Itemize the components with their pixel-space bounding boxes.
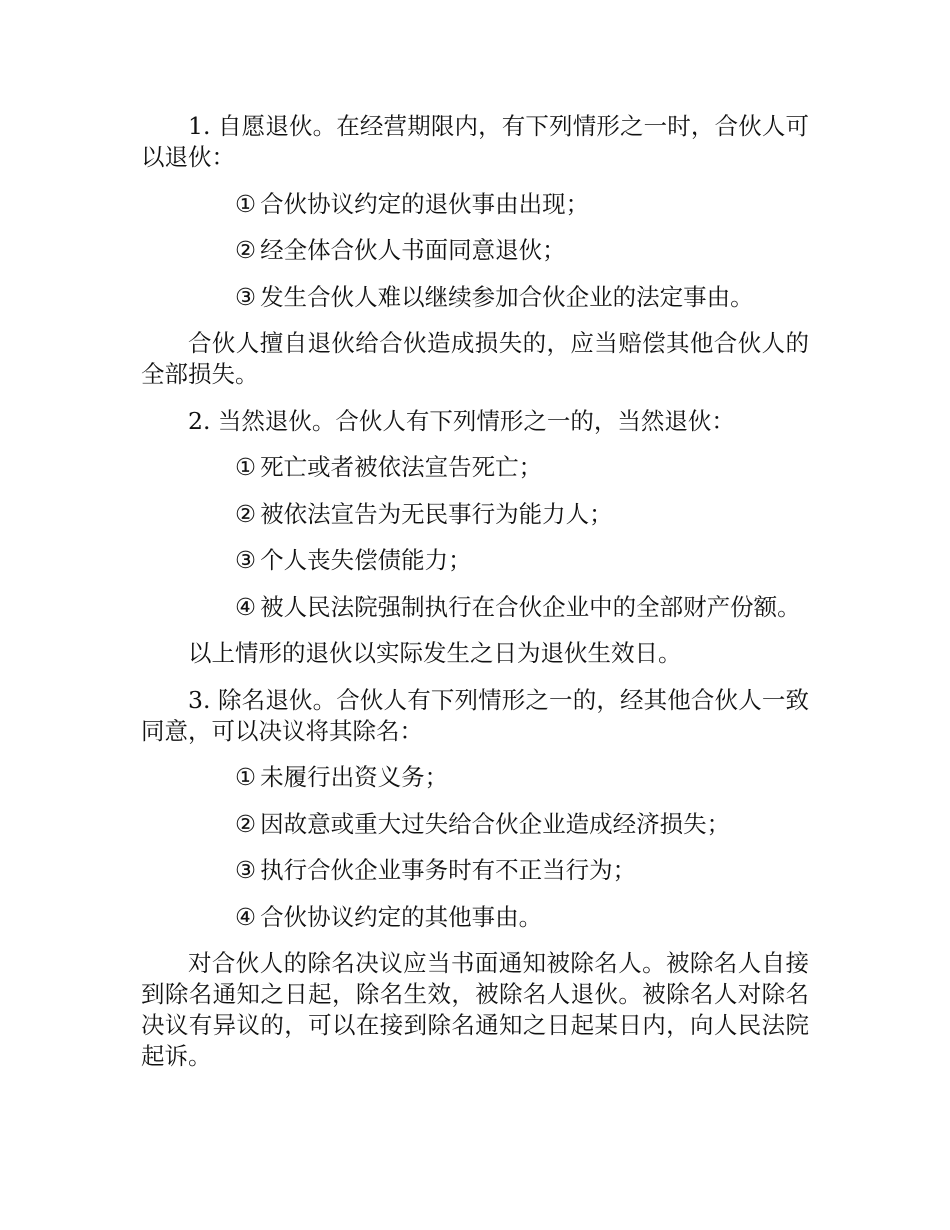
item-number: ① bbox=[235, 189, 257, 218]
item-number: ② bbox=[235, 499, 257, 528]
list-item bbox=[141, 452, 809, 483]
list-item bbox=[141, 499, 809, 530]
list-item bbox=[141, 545, 809, 576]
list-item bbox=[141, 762, 809, 793]
list-item bbox=[141, 902, 809, 933]
list-item bbox=[141, 809, 809, 840]
paragraph-voluntary-withdrawal: 1. 自愿退伙。在经营期限内，有下列情形之一时，合伙人可以退伙： bbox=[141, 112, 809, 171]
paragraph-effective-date: 以上情形的退伙以实际发生之日为退伙生效日。 bbox=[188, 639, 682, 667]
item-number: ① bbox=[235, 453, 257, 481]
item-number: ④ bbox=[235, 592, 257, 621]
item-text: 合伙协议约定的其他事由。 bbox=[260, 902, 543, 931]
item-text: 因故意或重大过失给合伙企业造成经济损失； bbox=[260, 809, 731, 838]
paragraph-expulsion: 3. 除名退伙。合伙人有下列情形之一的，经其他合伙人一致同意，可以决议将其除名： bbox=[141, 685, 809, 745]
item-number: ② bbox=[235, 809, 257, 838]
list-item bbox=[141, 189, 809, 220]
item-text: 合伙协议约定的退伙事由出现； bbox=[260, 189, 590, 218]
list-item bbox=[141, 235, 809, 266]
item-text: 执行合伙企业事务时有不正当行为； bbox=[260, 856, 637, 884]
item-number: ② bbox=[235, 236, 257, 264]
document-body bbox=[141, 111, 809, 1088]
paragraph-expulsion-notice: 对合伙人的除名决议应当书面通知被除名人。被除名人自接到除名通知之日起，除名生效，被除名人退伙。被除名人对除名决议有异议的，可以在接到除名通知之日起某日内，向人民法院起诉。 bbox=[141, 949, 809, 1070]
item-number: ④ bbox=[235, 902, 257, 931]
item-number: ③ bbox=[235, 282, 257, 311]
item-text: 未履行出资义务； bbox=[260, 763, 449, 791]
item-number: ③ bbox=[235, 546, 257, 574]
list-item bbox=[141, 282, 809, 313]
list-item bbox=[141, 855, 809, 886]
list-item bbox=[141, 592, 809, 623]
item-number: ③ bbox=[235, 856, 257, 884]
item-text: 死亡或者被依法宣告死亡； bbox=[260, 453, 543, 481]
paragraph-compensation: 合伙人擅自退伙给合伙造成损失的，应当赔偿其他合伙人的全部损失。 bbox=[141, 329, 809, 388]
item-text: 被依法宣告为无民事行为能力人； bbox=[260, 499, 613, 528]
paragraph-automatic-withdrawal: 2. 当然退伙。合伙人有下列情形之一的，当然退伙： bbox=[188, 406, 735, 435]
item-text: 发生合伙人难以继续参加合伙企业的法定事由。 bbox=[260, 282, 754, 311]
item-number: ① bbox=[235, 763, 257, 791]
item-text: 经全体合伙人书面同意退伙； bbox=[260, 236, 566, 264]
item-text: 被人民法院强制执行在合伙企业中的全部财产份额。 bbox=[260, 592, 801, 621]
item-text: 个人丧失偿债能力； bbox=[260, 546, 472, 574]
